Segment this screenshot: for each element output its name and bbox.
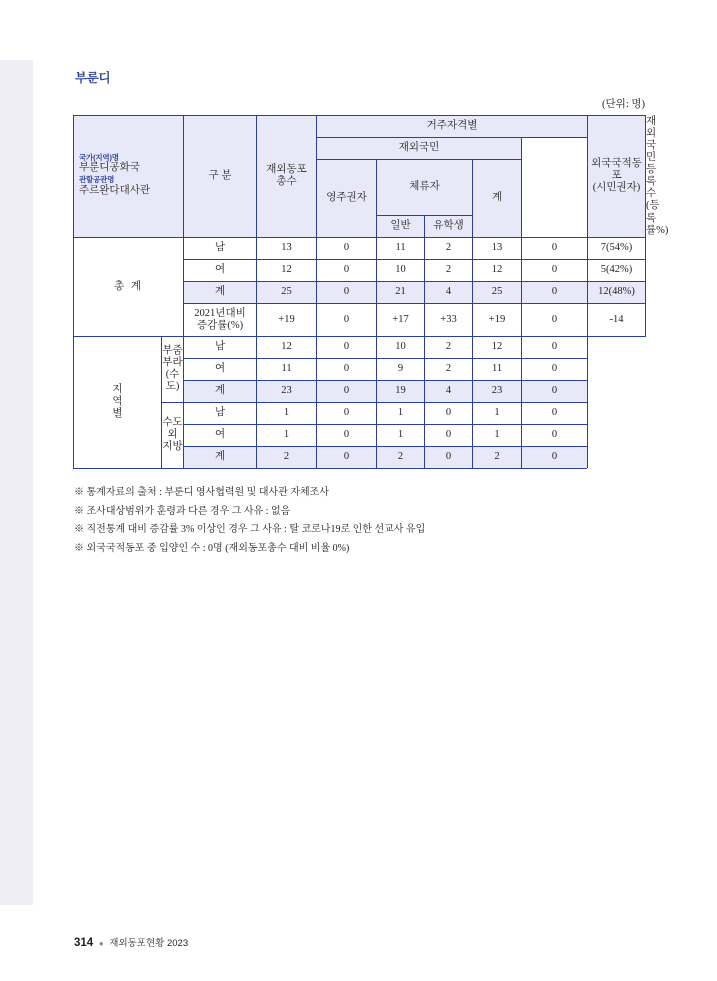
- cell-total: 12: [257, 259, 317, 281]
- cell-total: 12: [257, 336, 317, 358]
- cell-general: 21: [377, 281, 425, 303]
- cell-permanent: 0: [317, 424, 377, 446]
- cell-permanent: 0: [317, 336, 377, 358]
- row-label: 여: [184, 358, 257, 380]
- cell-permanent: 0: [317, 358, 377, 380]
- cell-foreign: 0: [522, 358, 588, 380]
- header-permanent-residents-label: 영주권자: [326, 192, 367, 204]
- cell-registered: 7(54%): [588, 237, 646, 259]
- cell-permanent: 0: [317, 303, 377, 336]
- header-residence-status-label: 거주자격별: [426, 120, 478, 132]
- cell-total: 1: [257, 424, 317, 446]
- region-2-line1: 수도 외: [162, 417, 183, 441]
- table-row: [74, 336, 646, 358]
- cell-subtotal: 23: [473, 380, 522, 402]
- header-general: [377, 215, 425, 237]
- cell-total: 2: [257, 446, 317, 468]
- cell-foreign: 0: [522, 380, 588, 402]
- cell-subtotal: 2: [473, 446, 522, 468]
- cell-total: 25: [257, 281, 317, 303]
- country-tag-label: 국가(지역)명: [79, 152, 119, 162]
- cell-registered: -14: [588, 303, 646, 336]
- group-label-region-2: [162, 402, 184, 468]
- footnote-item: ※ 외국국적동포 중 입양인 수 : 0명 (재외동포총수 대비 비율 0%): [74, 542, 350, 554]
- cell-permanent: 0: [317, 281, 377, 303]
- row-label: 여: [184, 424, 257, 446]
- cell-general: 10: [377, 259, 425, 281]
- region-2-line2: 지방: [162, 441, 183, 453]
- mission-name-value: 주르완다대사관: [79, 184, 151, 196]
- header-overseas-nationals: [317, 138, 522, 160]
- cell-foreign: 0: [522, 281, 588, 303]
- page-side-bar: [0, 60, 33, 905]
- cell-subtotal: 12: [473, 336, 522, 358]
- header-general-label: 일반: [390, 220, 411, 232]
- row-label: 여: [184, 259, 257, 281]
- cell-foreign: 0: [522, 424, 588, 446]
- cell-permanent: 0: [317, 402, 377, 424]
- row-label: 남: [184, 402, 257, 424]
- row-label: 계: [184, 380, 257, 402]
- header-overseas-nationals-label: 재외국민: [398, 142, 440, 154]
- cell-subtotal: +19: [473, 303, 522, 336]
- header-sojourners: [377, 160, 473, 216]
- cell-foreign: 0: [522, 259, 588, 281]
- cell-general: 11: [377, 237, 425, 259]
- cell-permanent: 0: [317, 380, 377, 402]
- cell-student: 2: [425, 237, 473, 259]
- row-label: 남: [184, 336, 257, 358]
- footer-dot-icon: ●: [98, 939, 104, 949]
- country-name-value: 부룬디공화국: [79, 162, 140, 174]
- cell-foreign: 0: [522, 446, 588, 468]
- cell-student: 0: [425, 446, 473, 468]
- page-number: 314: [74, 937, 94, 949]
- cell-subtotal: 13: [473, 237, 522, 259]
- page-footer: [74, 935, 188, 949]
- header-student: [425, 215, 473, 237]
- cell-registered: 12(48%): [588, 281, 646, 303]
- header-foreign-line1: 외국국적동포: [591, 158, 642, 182]
- header-total-overseas: [257, 116, 317, 238]
- cell-student: 2: [425, 336, 473, 358]
- cell-general: 2: [377, 446, 425, 468]
- header-division: [184, 116, 257, 238]
- header-foreign-nationality: [588, 116, 646, 238]
- cell-foreign: 0: [522, 237, 588, 259]
- cell-foreign: 0: [522, 402, 588, 424]
- table-corner-cell: [74, 116, 184, 238]
- header-subtotal-label: 계: [491, 192, 503, 204]
- cell-subtotal: 12: [473, 259, 522, 281]
- cell-foreign: 0: [522, 336, 588, 358]
- header-registered-line1: 재외국민: [646, 116, 657, 164]
- statistics-table: [73, 115, 669, 469]
- cell-student: 2: [425, 358, 473, 380]
- footer-title: 재외동포현황 2023: [109, 938, 189, 949]
- header-sojourners-label: 체류자: [409, 181, 440, 193]
- group-label-by-region: 지 역 별: [74, 336, 162, 468]
- cell-student: 0: [425, 424, 473, 446]
- row-label: 계: [184, 446, 257, 468]
- cell-permanent: 0: [317, 259, 377, 281]
- footnotes: [74, 484, 425, 558]
- cell-student: 4: [425, 281, 473, 303]
- cell-total: 11: [257, 358, 317, 380]
- cell-total: 13: [257, 237, 317, 259]
- cell-general: 1: [377, 402, 425, 424]
- cell-student: 0: [425, 402, 473, 424]
- cell-total: +19: [257, 303, 317, 336]
- footnote-item: ※ 조사대상범위가 훈령과 다른 경우 그 사유 : 없음: [74, 505, 291, 517]
- header-division-label: 구 분: [208, 170, 232, 182]
- cell-student: 4: [425, 380, 473, 402]
- unit-note: (단위: 명): [602, 99, 645, 110]
- mission-tag-label: 관할공관명: [79, 175, 115, 185]
- table-row: [74, 237, 646, 259]
- cell-foreign: 0: [522, 303, 588, 336]
- header-foreign-line2: (시민권자): [592, 182, 641, 194]
- header-subtotal: [473, 160, 522, 238]
- page-title: 부룬디: [75, 71, 111, 85]
- region-1-line1: 부줌부라: [162, 345, 183, 369]
- header-registered-line3: (등록률%): [646, 200, 669, 236]
- table-header-row-1: [74, 116, 646, 138]
- cell-registered-empty: [588, 336, 646, 468]
- header-residence-status: [317, 116, 588, 138]
- header-student-label: 유학생: [433, 220, 464, 232]
- cell-subtotal: 25: [473, 281, 522, 303]
- region-1-line2: (수도): [165, 369, 180, 393]
- cell-general: +17: [377, 303, 425, 336]
- cell-total: 1: [257, 402, 317, 424]
- group-label-region-1: [162, 336, 184, 402]
- group-label-total: 총 계: [74, 237, 184, 336]
- header-registered-line2: 등록수: [646, 164, 657, 200]
- cell-total: 23: [257, 380, 317, 402]
- cell-general: 9: [377, 358, 425, 380]
- row-label-growth: [184, 303, 257, 336]
- cell-student: 2: [425, 259, 473, 281]
- cell-subtotal: 11: [473, 358, 522, 380]
- row-label: 남: [184, 237, 257, 259]
- cell-permanent: 0: [317, 237, 377, 259]
- cell-general: 19: [377, 380, 425, 402]
- cell-subtotal: 1: [473, 402, 522, 424]
- row-label-growth-line2: 증감률(%): [196, 319, 244, 331]
- row-label: 계: [184, 281, 257, 303]
- cell-permanent: 0: [317, 446, 377, 468]
- cell-subtotal: 1: [473, 424, 522, 446]
- footnote-item: ※ 직전통계 대비 증감률 3% 이상인 경우 그 사유 : 탈 코로나19로 인한 선교사 유입: [74, 524, 426, 535]
- header-permanent-residents: [317, 160, 377, 238]
- cell-student: +33: [425, 303, 473, 336]
- cell-general: 1: [377, 424, 425, 446]
- header-total-line1: 재외동포: [266, 164, 307, 176]
- footnote-item: ※ 통계자료의 출처 : 부룬디 영사협력원 및 대사관 자체조사: [74, 487, 329, 498]
- cell-general: 10: [377, 336, 425, 358]
- cell-registered: 5(42%): [588, 259, 646, 281]
- row-label-growth-line1: 2021년대비: [194, 307, 246, 319]
- header-total-line2: 총수: [276, 176, 297, 188]
